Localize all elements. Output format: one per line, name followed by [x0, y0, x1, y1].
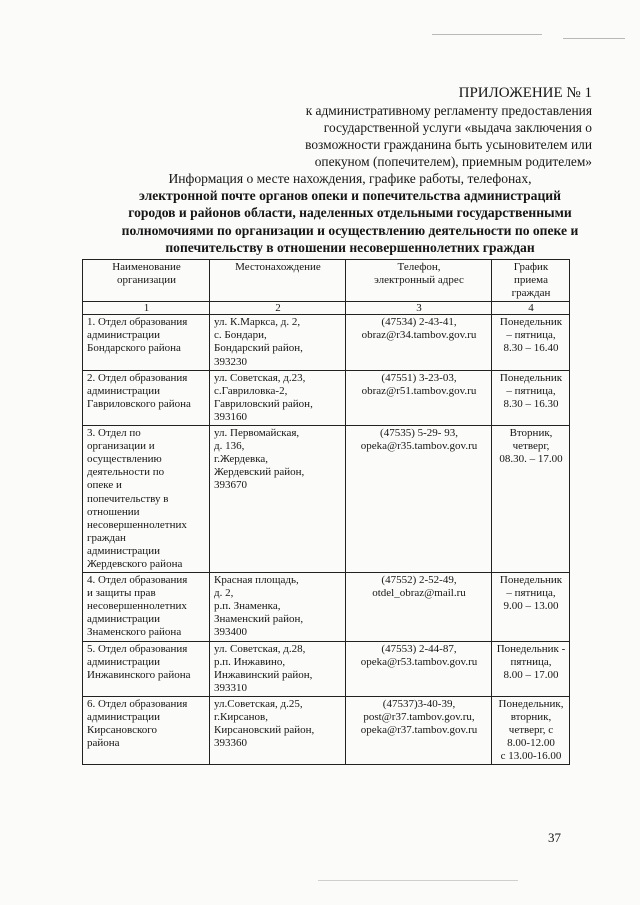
organization-address: ул. К.Маркса, д. 2, с. Бондари, Бондарский район, 393230: [210, 315, 346, 370]
organization-name: 5. Отдел образования администрации Инжавинского района: [83, 641, 210, 696]
heading-lead: Информация о месте нахождения, графике работы, телефонах,: [168, 171, 532, 186]
organization-address: ул. Советская, д.23, с.Гавриловка-2, Гавриловский район, 393160: [210, 370, 346, 425]
column-number: 4: [492, 302, 570, 315]
organization-name: 1. Отдел образования администрации Бондарского района: [83, 315, 210, 370]
table-row: [83, 573, 570, 641]
organization-contacts: (47552) 2-52-49, otdel_obraz@mail.ru: [346, 573, 492, 641]
organization-address: Красная площадь, д. 2, р.п. Знаменка, Знаменский район, 393400: [210, 573, 346, 641]
column-header-contacts: Телефон, электронный адрес: [346, 260, 492, 302]
column-header-organization: Наименование организации: [83, 260, 210, 302]
column-header-schedule: График приема граждан: [492, 260, 570, 302]
organization-schedule: Вторник, четверг, 08.30. – 17.00: [492, 426, 570, 573]
organization-name: 6. Отдел образования администрации Кирсановского района: [83, 696, 210, 764]
organization-contacts: (47553) 2-44-87, opeka@r53.tambov.gov.ru: [346, 641, 492, 696]
organization-name: 2. Отдел образования администрации Гавриловского района: [83, 370, 210, 425]
organization-name: 4. Отдел образования и защиты прав несовершеннолетних администрации Знаменского района: [83, 573, 210, 641]
organizations-table: [82, 259, 570, 765]
column-number-row: [83, 302, 570, 315]
organization-contacts: (47551) 3-23-03, obraz@r51.tambov.gov.ru: [346, 370, 492, 425]
organization-contacts: (47535) 5-29- 93, opeka@r35.tambov.gov.ru: [346, 426, 492, 573]
organization-name: 3. Отдел по организации и осуществлению деятельности по опеке и попечительству в отношении несовершеннолетних граждан администрации Жердевского района: [83, 426, 210, 573]
scan-artifact-line: [318, 880, 518, 881]
column-header-location: Местонахождение: [210, 260, 346, 302]
document-heading: [100, 170, 600, 256]
heading-rest: электронной почте органов опеки и попечительства администраций городов и районов области, наделенных отдельными государственными полномочиями по организации и осуществлению деятельности по опеке и попечительству в отношении несовершеннолетних граждан: [121, 188, 579, 255]
organization-contacts: (47537)3-40-39, post@r37.tambov.gov.ru, opeka@r37.tambov.gov.ru: [346, 696, 492, 764]
organization-schedule: Понедельник - пятница, 8.00 – 17.00: [492, 641, 570, 696]
table-row: [83, 370, 570, 425]
organization-address: ул.Советская, д.25, г.Кирсанов, Кирсановский район, 393360: [210, 696, 346, 764]
table-row: [83, 315, 570, 370]
organization-schedule: Понедельник, вторник, четверг, с 8.00-12.00 с 13.00-16.00: [492, 696, 570, 764]
organization-address: ул. Советская, д.28, р.п. Инжавино, Инжавинский район, 393310: [210, 641, 346, 696]
table-row: [83, 641, 570, 696]
scan-artifact-line: [432, 34, 542, 35]
appendix-text: к административному регламенту предоставления государственной услуги «выдача заключения о возможности гражданина быть усыновителем или опекуном (попечителем), приемным родителем»: [305, 103, 592, 169]
page-number: 37: [548, 830, 561, 845]
column-number: 3: [346, 302, 492, 315]
organization-schedule: Понедельник – пятница, 8.30 – 16.40: [492, 315, 570, 370]
table-row: [83, 426, 570, 573]
column-number: 2: [210, 302, 346, 315]
appendix-title: ПРИЛОЖЕНИЕ № 1: [458, 85, 592, 101]
organization-contacts: (47534) 2-43-41, obraz@r34.tambov.gov.ru: [346, 315, 492, 370]
table-header-row: [83, 260, 570, 302]
scan-artifact-line: [563, 38, 625, 39]
organization-address: ул. Первомайская, д. 136, г.Жердевка, Жердевский район, 393670: [210, 426, 346, 573]
organization-schedule: Понедельник – пятница, 9.00 – 13.00: [492, 573, 570, 641]
appendix-block: [250, 84, 592, 170]
column-number: 1: [83, 302, 210, 315]
table-row: [83, 696, 570, 764]
organization-schedule: Понедельник – пятница, 8.30 – 16.30: [492, 370, 570, 425]
